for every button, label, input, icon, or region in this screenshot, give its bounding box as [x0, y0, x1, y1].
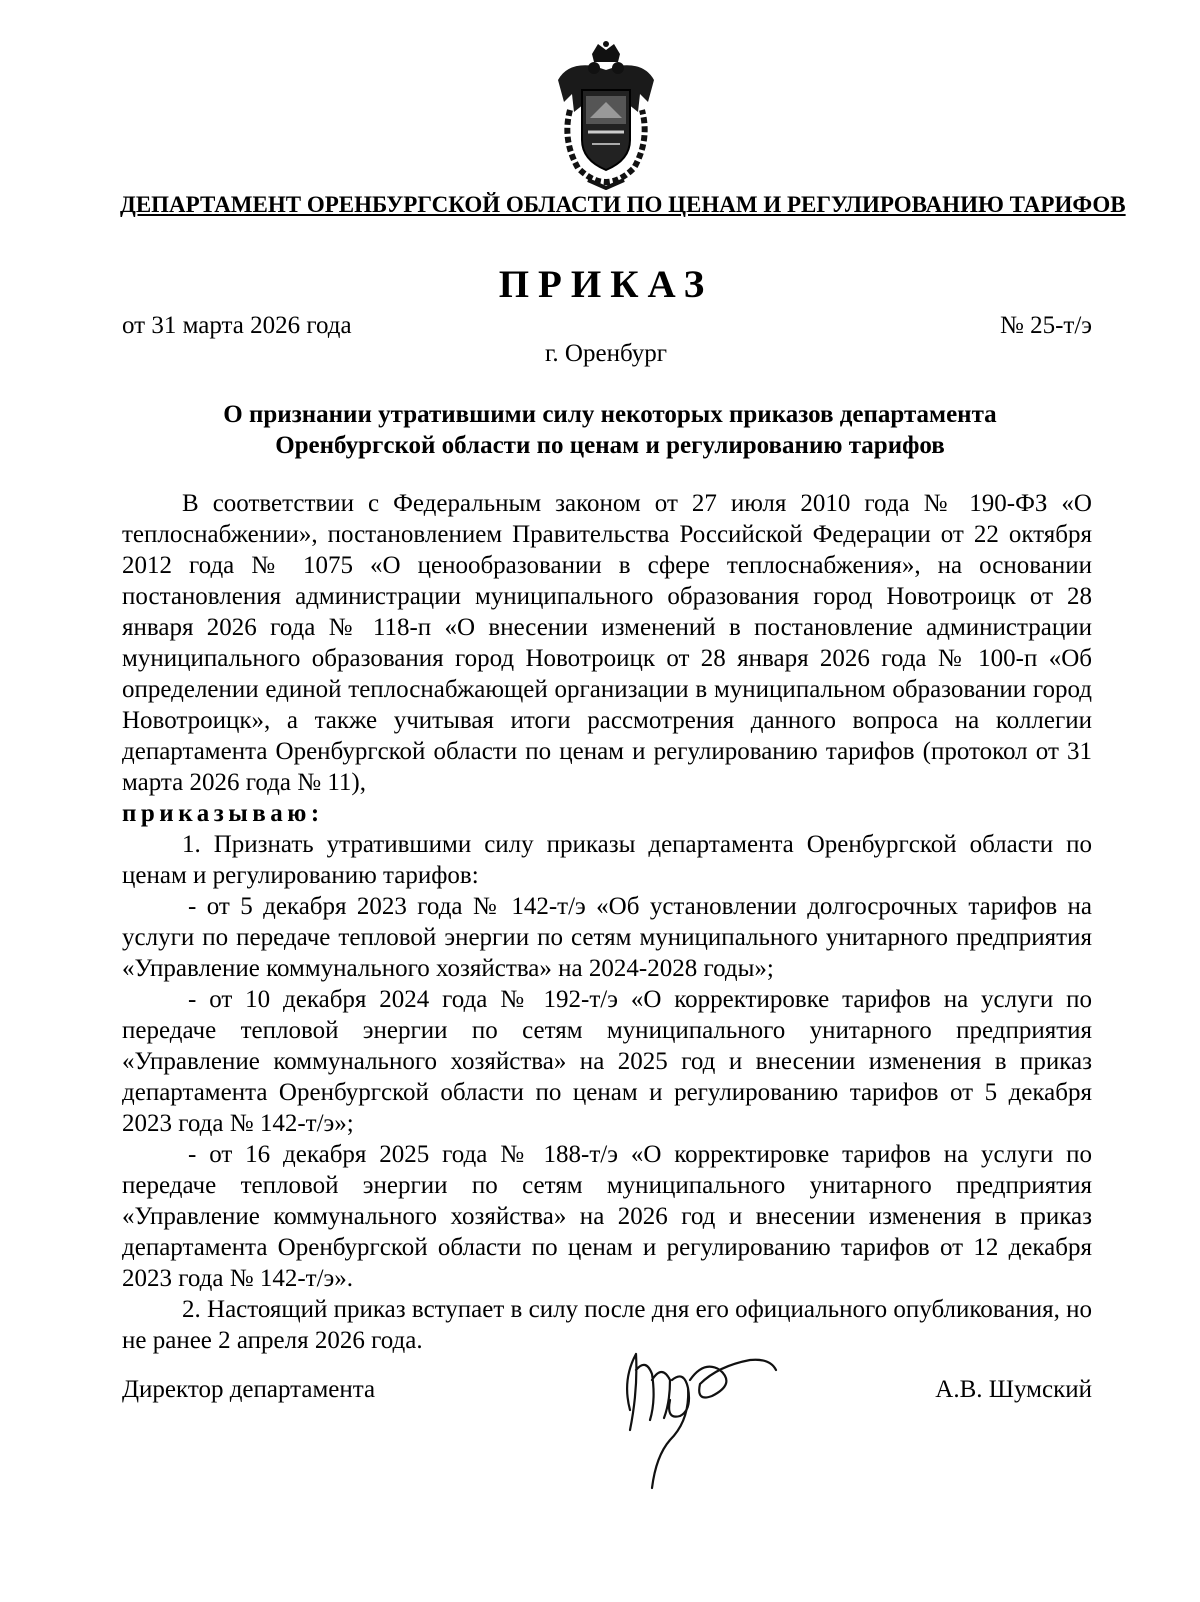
signatory-role: Директор департамента — [122, 1376, 376, 1403]
coat-of-arms-icon — [548, 40, 664, 190]
order-number: № 25-т/э — [999, 312, 1092, 339]
sub-item-3-paragraph: - от 16 декабря 2025 года № 188-т/э «О корректировке тарифов на услуги по передаче тепловой энергии по сетям муниципального унитарного предприятия «Управление коммунального хозяйства» на 2026 год и внесении изменения в приказ департамента Оренбургской области по ценам и регулированию тарифов от 12 декабря 2023 года № 142-т/э». — [122, 1141, 1092, 1292]
sub-item-1-paragraph: - от 5 декабря 2023 года № 142-т/э «Об установлении долгосрочных тарифов на услуги по передаче тепловой энергии по сетям муниципального унитарного предприятия «Управление коммунального хозяйства» на 2024-2028 годы»; — [122, 893, 1092, 982]
order-date: от 31 марта 2026 года — [122, 312, 352, 339]
item-2-paragraph: 2. Настоящий приказ вступает в силу после дня его официального опубликования, но не ранее 2 апреля 2026 года. — [122, 1296, 1092, 1354]
sub-item-2-paragraph: - от 10 декабря 2024 года № 192-т/э «О корректировке тарифов на услуги по передаче тепловой энергии по сетям муниципального унитарного предприятия «Управление коммунального хозяйства» на 2025 год и внесении изменения в приказ департамента Оренбургской области по ценам и регулированию тарифов от 5 декабря 2023 года № 142-т/э»; — [122, 986, 1092, 1137]
heading-line-2: Оренбургской области по ценам и регулированию тарифов — [275, 432, 945, 459]
heading-line-1: О признании утратившими силу некоторых приказов департамента — [223, 401, 997, 428]
item-1-paragraph: 1. Признать утратившими силу приказы департамента Оренбургской области по ценам и регулированию тарифов: — [122, 831, 1092, 889]
preamble-paragraph: В соответствии с Федеральным законом от 27 июля 2010 года № 190-ФЗ «О теплоснабжении», постановлением Правительства Российской Федерации от 22 октября 2012 года № 1075 «О ценообразовании в сфере теплоснабжения», на основании постановления администрации муниципального образования город Новотроицк от 28 января 2026 года № 118-п «О внесении изменений в постановление администрации муниципального образования город Новотроицк от 28 января 2026 года № 100-п «Об определении единой теплоснабжающей организации в муниципальном образовании город Новотроицк», а также учитывая итоги рассмотрения данного вопроса на коллегии департамента Оренбургской области по ценам и регулированию тарифов (протокол от 31 марта 2026 года № 11), — [122, 490, 1092, 796]
order-city: г. Оренбург — [545, 340, 667, 367]
department-name: ДЕПАРТАМЕНТ ОРЕНБУРГСКОЙ ОБЛАСТИ ПО ЦЕНАМ И РЕГУЛИРОВАНИЮ ТАРИФОВ — [120, 192, 1126, 217]
document-type-title: ПРИКАЗ — [498, 263, 714, 306]
signatory-name: А.В. Шумский — [935, 1376, 1092, 1403]
order-word: приказываю: — [122, 800, 324, 827]
handwritten-signature-icon — [600, 1340, 800, 1490]
order-body — [122, 488, 1092, 1356]
order-heading — [150, 399, 1070, 461]
